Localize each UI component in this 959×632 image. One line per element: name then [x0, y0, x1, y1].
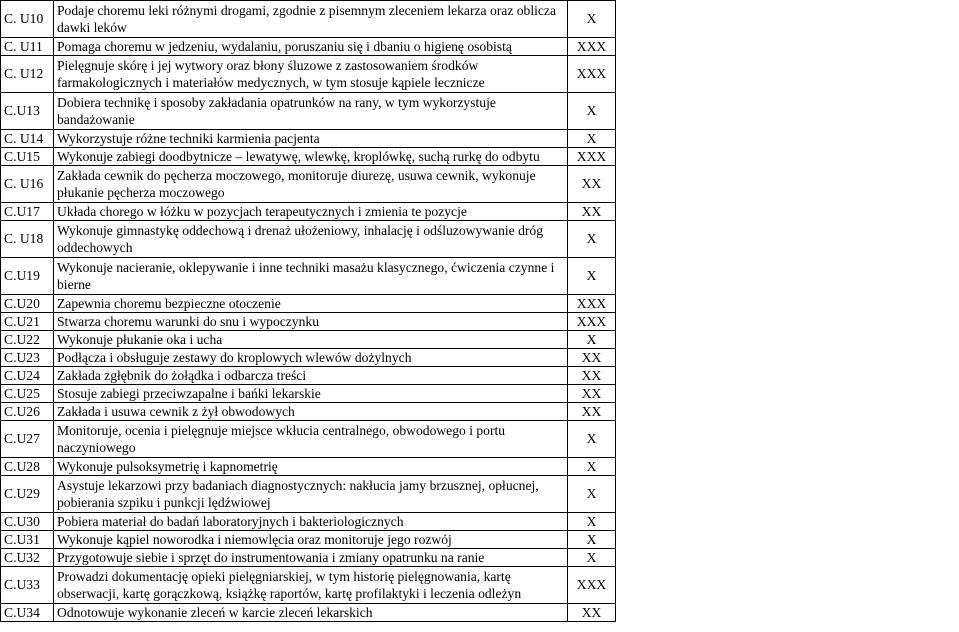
table-row: [1, 476, 959, 513]
table-row: [1, 604, 959, 622]
skill-code-cell: C.U15: [1, 148, 54, 166]
empty-cell: [616, 549, 959, 567]
skill-code-cell: C.U32: [1, 549, 54, 567]
skill-description-cell: Zakłada zgłębnik do żołądka i odbarcza treści: [54, 367, 568, 385]
table-row: [1, 531, 959, 549]
skill-code-cell: C.U26: [1, 403, 54, 421]
skill-description-cell: Dobiera technikę i sposoby zakładania opatrunków na rany, w tym wykorzystuje bandażowanie: [54, 93, 568, 130]
table-row: [1, 385, 959, 403]
empty-cell: [616, 403, 959, 421]
skill-description-cell: Pielęgnuje skórę i jej wytwory oraz błony śluzowe z zastosowaniem środków farmakologicznych i materiałów medycznych, w tym stosuje kąpiele lecznicze: [54, 56, 568, 93]
table-row: [1, 221, 959, 258]
skill-level-cell: X: [568, 476, 616, 513]
skill-code-cell: C.U21: [1, 313, 54, 331]
empty-cell: [616, 458, 959, 476]
skill-level-cell: XX: [568, 367, 616, 385]
skill-level-cell: X: [568, 331, 616, 349]
skill-code-cell: C. U11: [1, 38, 54, 56]
empty-cell: [616, 166, 959, 203]
table-row: [1, 148, 959, 166]
empty-cell: [616, 331, 959, 349]
skill-description-cell: Wykonuje zabiegi doodbytnicze – lewatywę, wlewkę, kroplówkę, suchą rurkę do odbytu: [54, 148, 568, 166]
empty-cell: [616, 148, 959, 166]
skill-code-cell: C.U31: [1, 531, 54, 549]
skill-level-cell: XXX: [568, 313, 616, 331]
skill-level-cell: XXX: [568, 56, 616, 93]
table-row: [1, 258, 959, 295]
skill-code-cell: C.U29: [1, 476, 54, 513]
skill-code-cell: C.U17: [1, 203, 54, 221]
skill-code-cell: C. U14: [1, 130, 54, 148]
empty-cell: [616, 385, 959, 403]
table-row: [1, 38, 959, 56]
skill-description-cell: Wykonuje nacieranie, oklepywanie i inne techniki masażu klasycznego, ćwiczenia czynne i bierne: [54, 258, 568, 295]
skill-level-cell: XX: [568, 385, 616, 403]
table-row: [1, 513, 959, 531]
skill-code-cell: C.U22: [1, 331, 54, 349]
skill-code-cell: C. U16: [1, 166, 54, 203]
skill-code-cell: C.U20: [1, 295, 54, 313]
skill-description-cell: Przygotowuje siebie i sprzęt do instrumentowania i zmiany opatrunku na ranie: [54, 549, 568, 567]
skill-level-cell: XXX: [568, 38, 616, 56]
skill-level-cell: X: [568, 531, 616, 549]
skill-level-cell: XXX: [568, 295, 616, 313]
skill-level-cell: XX: [568, 403, 616, 421]
skill-level-cell: X: [568, 513, 616, 531]
table-row: [1, 313, 959, 331]
skill-code-cell: C.U23: [1, 349, 54, 367]
table-row: [1, 367, 959, 385]
skills-table-body: [1, 1, 959, 622]
skill-description-cell: Układa chorego w łóżku w pozycjach terapeutycznych i zmienia te pozycje: [54, 203, 568, 221]
skill-description-cell: Zakłada cewnik do pęcherza moczowego, monitoruje diurezę, usuwa cewnik, wykonuje płukanie pęcherza moczowego: [54, 166, 568, 203]
skill-code-cell: C.U30: [1, 513, 54, 531]
skill-code-cell: C. U12: [1, 56, 54, 93]
table-row: [1, 56, 959, 93]
empty-cell: [616, 221, 959, 258]
empty-cell: [616, 531, 959, 549]
skill-description-cell: Monitoruje, ocenia i pielęgnuje miejsce wkłucia centralnego, obwodowego i portu naczyniowego: [54, 421, 568, 458]
table-row: [1, 295, 959, 313]
table-row: [1, 130, 959, 148]
skill-code-cell: C.U27: [1, 421, 54, 458]
skill-level-cell: X: [568, 549, 616, 567]
table-row: [1, 421, 959, 458]
empty-cell: [616, 567, 959, 604]
skill-description-cell: Odnotowuje wykonanie zleceń w karcie zleceń lekarskich: [54, 604, 568, 622]
skill-level-cell: XXX: [568, 567, 616, 604]
skill-description-cell: Zapewnia choremu bezpieczne otoczenie: [54, 295, 568, 313]
skill-level-cell: XX: [568, 349, 616, 367]
skill-level-cell: XX: [568, 604, 616, 622]
empty-cell: [616, 93, 959, 130]
table-row: [1, 203, 959, 221]
skill-description-cell: Pomaga choremu w jedzeniu, wydalaniu, poruszaniu się i dbaniu o higienę osobistą: [54, 38, 568, 56]
skill-code-cell: C. U18: [1, 221, 54, 258]
table-row: [1, 403, 959, 421]
skill-level-cell: X: [568, 1, 616, 38]
table-row: [1, 1, 959, 38]
table-row: [1, 549, 959, 567]
skill-description-cell: Wykonuje kąpiel noworodka i niemowlęcia oraz monitoruje jego rozwój: [54, 531, 568, 549]
empty-cell: [616, 513, 959, 531]
table-row: [1, 567, 959, 604]
skill-level-cell: X: [568, 421, 616, 458]
skill-description-cell: Podłącza i obsługuje zestawy do kroplowych wlewów dożylnych: [54, 349, 568, 367]
skill-description-cell: Pobiera materiał do badań laboratoryjnych i bakteriologicznych: [54, 513, 568, 531]
skill-level-cell: X: [568, 130, 616, 148]
skill-level-cell: X: [568, 221, 616, 258]
empty-cell: [616, 421, 959, 458]
empty-cell: [616, 1, 959, 38]
skill-code-cell: C.U19: [1, 258, 54, 295]
skill-code-cell: C.U25: [1, 385, 54, 403]
skill-code-cell: C.U13: [1, 93, 54, 130]
skill-level-cell: X: [568, 458, 616, 476]
skill-code-cell: C.U34: [1, 604, 54, 622]
skill-level-cell: XX: [568, 203, 616, 221]
skill-description-cell: Stwarza choremu warunki do snu i wypoczynku: [54, 313, 568, 331]
skill-level-cell: XXX: [568, 148, 616, 166]
skill-code-cell: C. U10: [1, 1, 54, 38]
empty-cell: [616, 258, 959, 295]
skill-code-cell: C.U33: [1, 567, 54, 604]
skill-description-cell: Prowadzi dokumentację opieki pielęgniarskiej, w tym historię pielęgnowania, kartę obserwacji, kartę gorączkową, książkę raportów, kartę profilaktyki i leczenia odleżyn: [54, 567, 568, 604]
empty-cell: [616, 349, 959, 367]
skill-level-cell: X: [568, 93, 616, 130]
skill-code-cell: C.U24: [1, 367, 54, 385]
skill-description-cell: Podaje choremu leki różnymi drogami, zgodnie z pisemnym zleceniem lekarza oraz oblicza dawki leków: [54, 1, 568, 38]
empty-cell: [616, 203, 959, 221]
skill-description-cell: Wykonuje pulsoksymetrię i kapnometrię: [54, 458, 568, 476]
skill-description-cell: Zakłada i usuwa cewnik z żył obwodowych: [54, 403, 568, 421]
table-row: [1, 331, 959, 349]
skill-description-cell: Stosuje zabiegi przeciwzapalne i bańki lekarskie: [54, 385, 568, 403]
table-row: [1, 93, 959, 130]
empty-cell: [616, 295, 959, 313]
table-row: [1, 349, 959, 367]
skill-description-cell: Wykonuje płukanie oka i ucha: [54, 331, 568, 349]
table-row: [1, 458, 959, 476]
empty-cell: [616, 130, 959, 148]
empty-cell: [616, 476, 959, 513]
skill-level-cell: XX: [568, 166, 616, 203]
empty-cell: [616, 56, 959, 93]
skill-description-cell: Wykorzystuje różne techniki karmienia pacjenta: [54, 130, 568, 148]
empty-cell: [616, 604, 959, 622]
empty-cell: [616, 38, 959, 56]
skill-code-cell: C.U28: [1, 458, 54, 476]
empty-cell: [616, 313, 959, 331]
skill-description-cell: Asystuje lekarzowi przy badaniach diagnostycznych: nakłucia jamy brzusznej, opłucnej, pobierania szpiku i punkcji lędźwiowej: [54, 476, 568, 513]
skill-level-cell: X: [568, 258, 616, 295]
empty-cell: [616, 367, 959, 385]
skill-description-cell: Wykonuje gimnastykę oddechową i drenaż ułożeniowy, inhalację i odśluzowywanie dróg oddechowych: [54, 221, 568, 258]
table-row: [1, 166, 959, 203]
